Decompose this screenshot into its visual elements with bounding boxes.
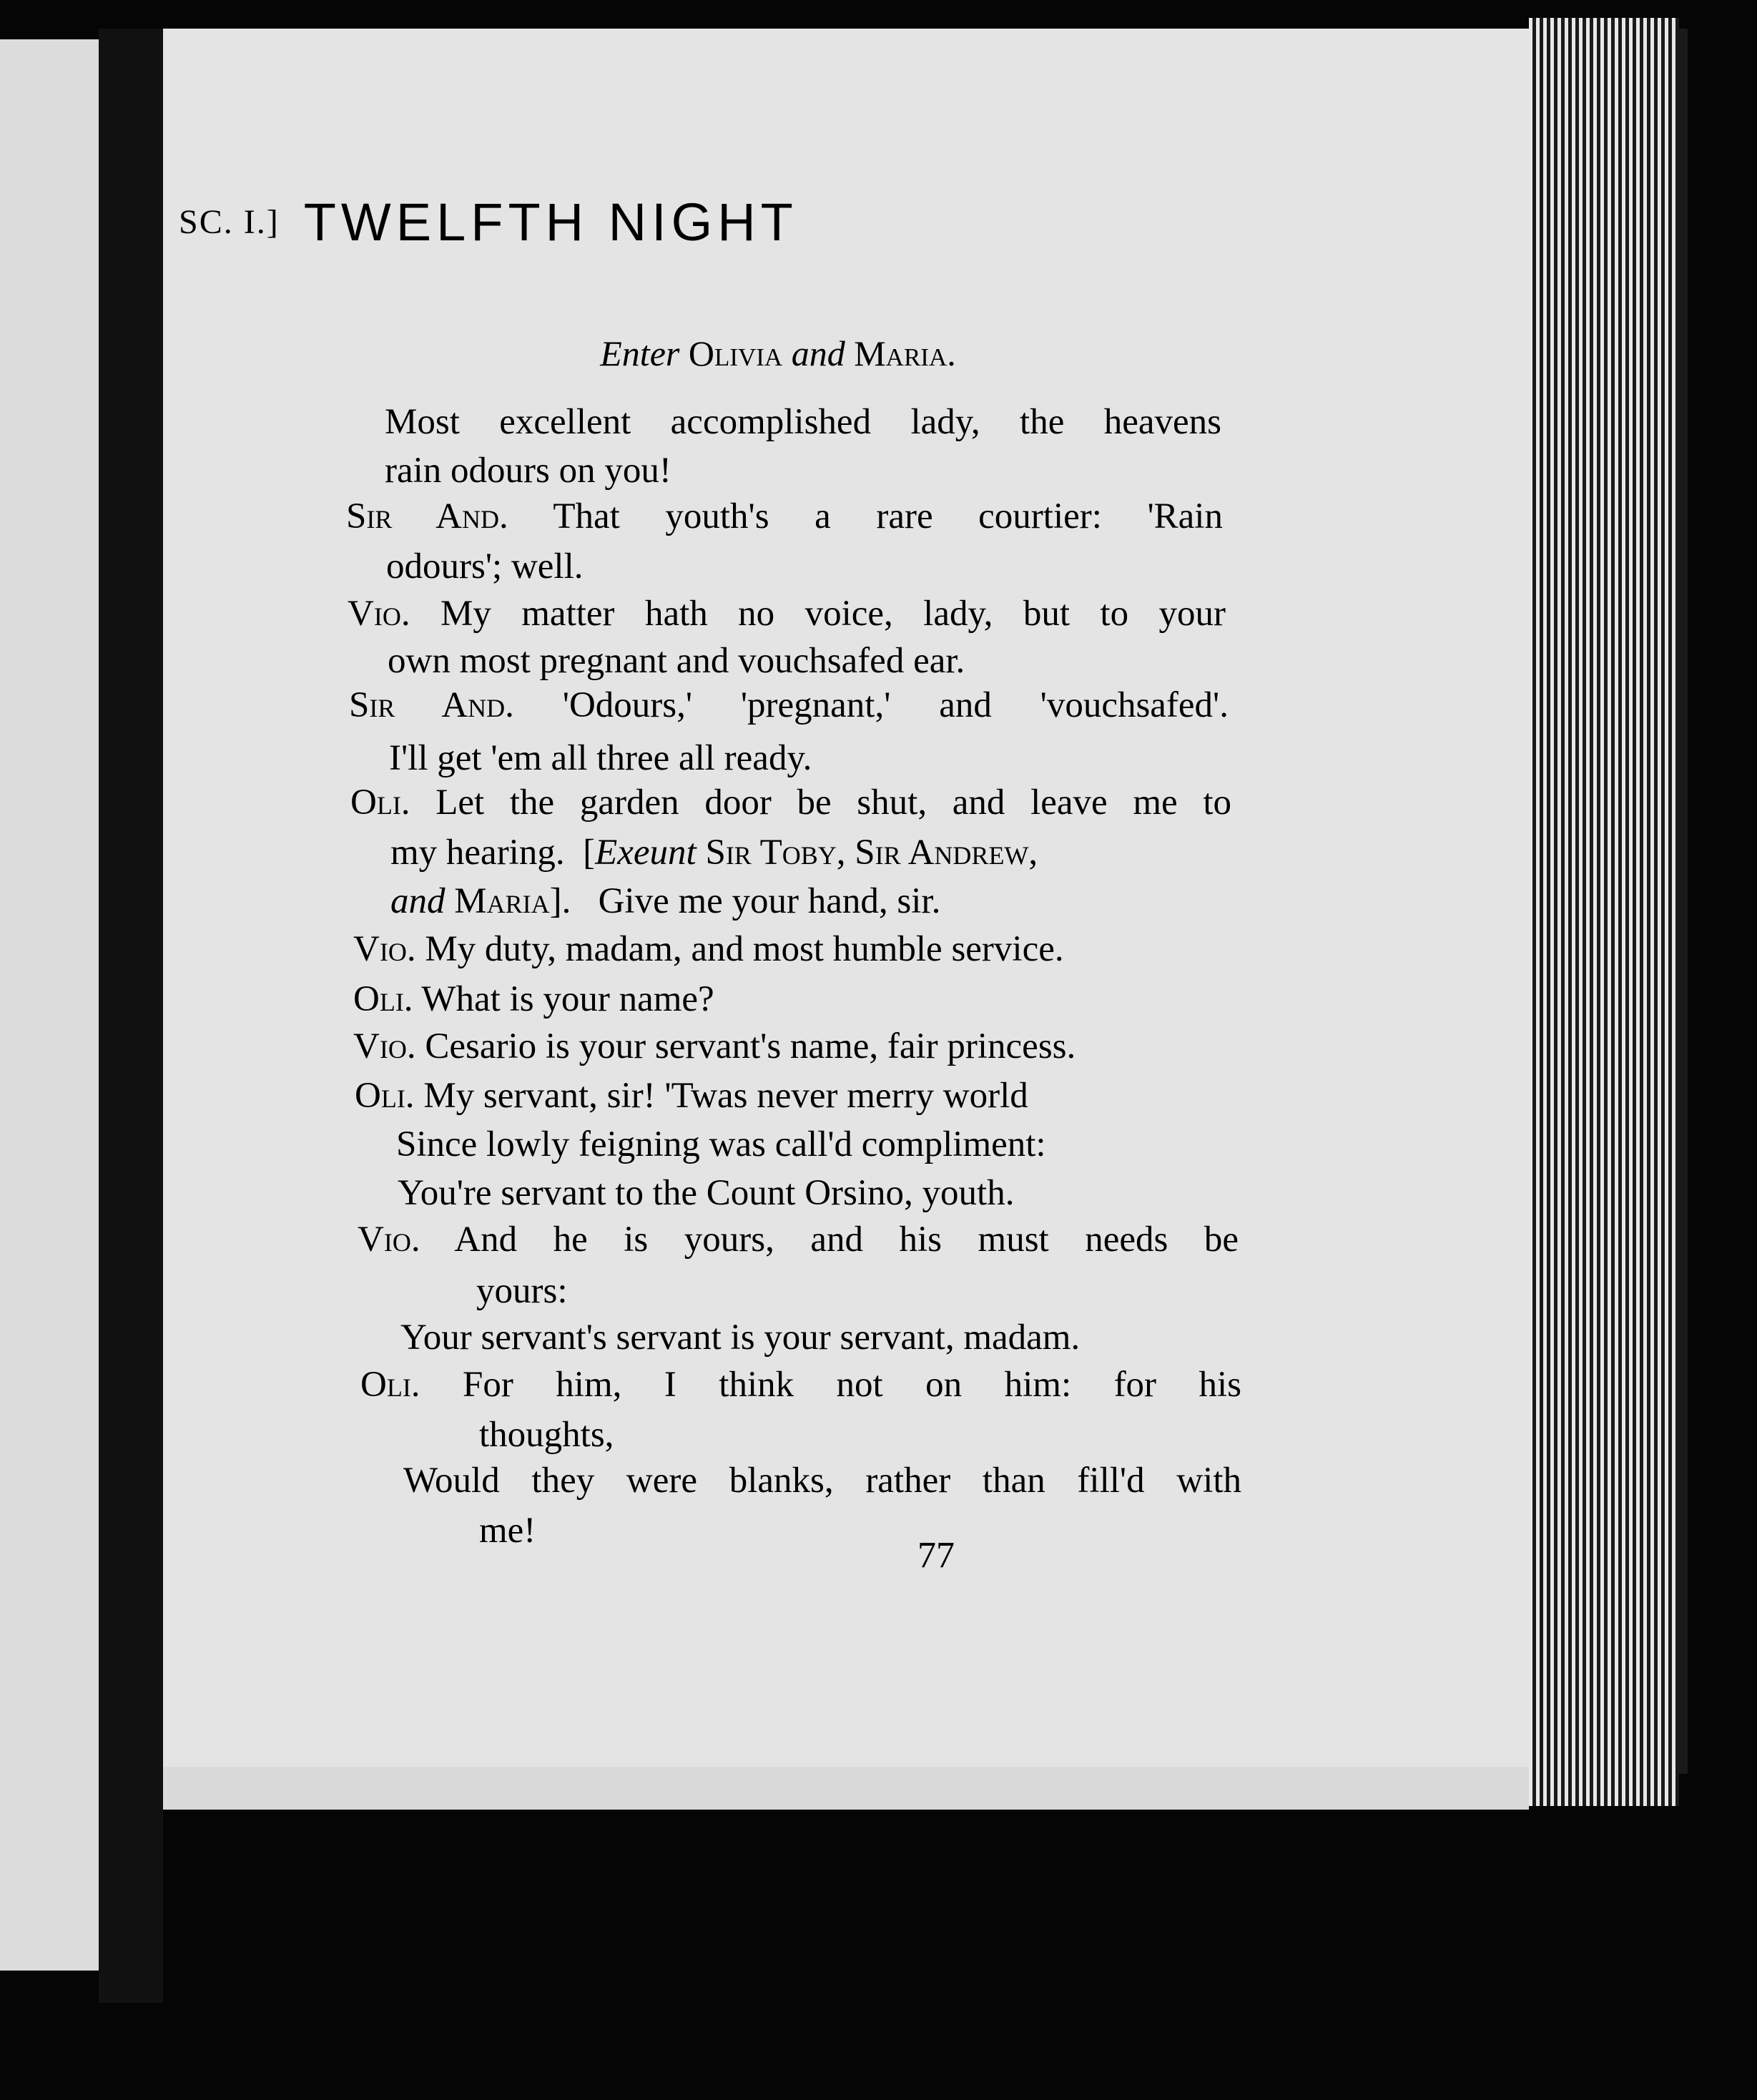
- running-header: [179, 192, 798, 252]
- speech-line: [349, 684, 1229, 727]
- speech-line: [348, 592, 1226, 635]
- text-line: my hearing. [Exeunt Sir Toby, Sir Andrew,: [390, 833, 1038, 873]
- speech-line: [353, 978, 714, 1021]
- speaker-label: Oli.: [353, 979, 413, 1019]
- text-line: odours'; well.: [386, 546, 584, 587]
- page-bottom-margin: [163, 1767, 1529, 1810]
- text-line: yours:: [476, 1271, 568, 1311]
- text-line: thoughts,: [479, 1415, 614, 1455]
- speech-text: My servant, sir! 'Twas never merry world: [423, 1076, 1028, 1116]
- speech-text: Cesario is your servant's name, fair princess.: [425, 1026, 1076, 1066]
- scene-reference: SC. I.]: [179, 203, 280, 241]
- speech-line: [355, 1074, 1028, 1117]
- speech-text: That youth's a rare courtier: 'Rain: [553, 496, 1223, 536]
- page-number: 77: [917, 1535, 955, 1576]
- page-title: TWELFTH NIGHT: [303, 192, 798, 252]
- sd-olivia: Olivia: [688, 333, 783, 373]
- speaker-label: Vio.: [353, 1026, 416, 1066]
- text-line: You're servant to the Count Orsino, youth.: [398, 1173, 1015, 1213]
- speaker-label: Oli.: [350, 782, 410, 823]
- speech-line: [353, 1025, 1076, 1068]
- text-line: Most excellent accomplished lady, the heavens: [385, 402, 1221, 442]
- text-line: and Maria]. Give me your hand, sir.: [390, 881, 941, 921]
- text-line: Would they were blanks, rather than fill'd with: [403, 1461, 1241, 1501]
- direction-maria: Maria: [454, 881, 550, 921]
- direction-and: and: [390, 881, 446, 921]
- speech-line: [350, 781, 1231, 824]
- speech-text: Let the garden door be shut, and leave me to: [435, 782, 1231, 823]
- speech-text: My duty, madam, and most humble service.: [425, 929, 1064, 969]
- sd-enter: Enter: [600, 333, 680, 373]
- speaker-label: Oli.: [355, 1076, 415, 1116]
- speech-text: What is your name?: [421, 979, 714, 1019]
- text-line: I'll get 'em all three all ready.: [389, 738, 812, 778]
- speech-line: [360, 1363, 1241, 1406]
- exeunt-direction: Exeunt: [595, 833, 697, 873]
- speech-line: [353, 928, 1064, 971]
- speaker-label: Oli.: [360, 1365, 420, 1405]
- speaker-label: Vio.: [358, 1220, 420, 1260]
- page-edges: [1529, 18, 1679, 1806]
- text-part: Give me your hand, sir.: [598, 881, 941, 921]
- sd-maria: Maria.: [854, 333, 956, 373]
- sd-and: and: [791, 333, 845, 373]
- book-gutter: [99, 29, 163, 2003]
- speech-text: And he is yours, and his must needs be: [454, 1220, 1239, 1260]
- exeunt-names: Sir Toby, Sir Andrew,: [705, 833, 1038, 873]
- speaker-label: Sir And.: [349, 685, 514, 725]
- text-line: Your servant's servant is your servant, madam.: [400, 1318, 1081, 1358]
- stage-direction: [163, 333, 1393, 374]
- speaker-label: Vio.: [353, 929, 416, 969]
- page-edges-cap: [1679, 29, 1688, 1774]
- speech-text: For him, I think not on him: for his: [463, 1365, 1242, 1405]
- speech-line: [346, 495, 1223, 538]
- left-page-edge: [0, 39, 99, 1971]
- speech-text: 'Odours,' 'pregnant,' and 'vouchsafed'.: [562, 685, 1229, 725]
- text-line: rain odours on you!: [385, 451, 671, 491]
- speaker-label: Sir And.: [346, 496, 508, 536]
- text-part: my hearing.: [390, 833, 565, 873]
- text-line: Since lowly feigning was call'd compliment:: [396, 1124, 1046, 1164]
- text-line: me!: [479, 1511, 536, 1551]
- speech-text: My matter hath no voice, lady, but to your: [441, 594, 1226, 634]
- text-line: own most pregnant and vouchsafed ear.: [388, 641, 965, 681]
- speaker-label: Vio.: [348, 594, 410, 634]
- speech-line: [358, 1218, 1239, 1261]
